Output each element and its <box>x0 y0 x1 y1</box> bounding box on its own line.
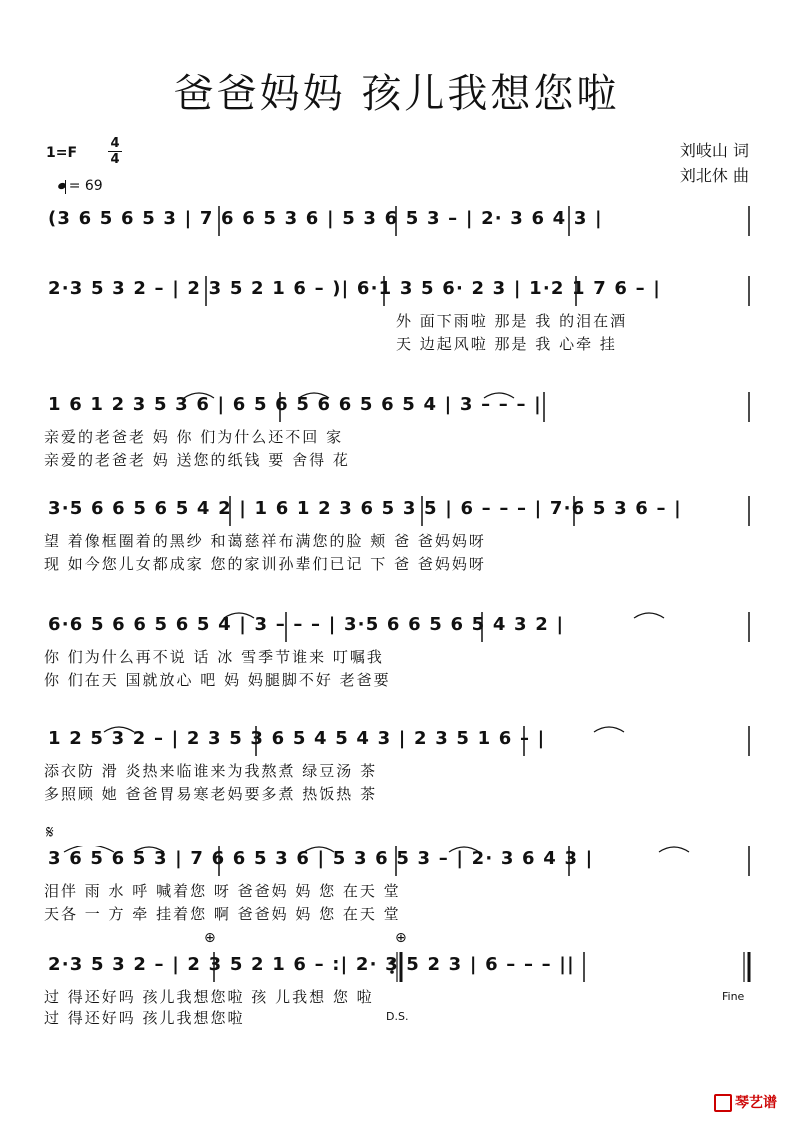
notation-text: (3 6 5 6 5 3 | 7 6 6 5 3 6 | 5 3 6 5 3 – | 2· 3 6 4 3 | <box>48 208 603 229</box>
lyrics-verse-1: 过 得还好吗 孩儿我想您啦 孩 儿我想 您 啦 <box>44 988 374 1006</box>
lyrics-verse-2: 亲爱的老爸老 妈 送您的纸钱 要 舍得 花 <box>44 451 350 469</box>
tempo-marking: = 69 <box>58 178 103 194</box>
time-signature-bottom: 4 <box>110 152 120 167</box>
time-signature <box>108 137 122 166</box>
lyrics-verse-1: 添衣防 滑 炎热来临谁来为我熬煮 绿豆汤 茶 <box>44 762 378 780</box>
key-signature: 1=F <box>46 145 78 161</box>
lyrics-verse-2: 多照顾 她 爸爸胃易寒老妈要多煮 热饭热 茶 <box>44 785 378 803</box>
logo-icon <box>714 1094 732 1112</box>
notation-text: 3 6 5 6 5 3 | 7 6 6 5 3 6 | 5 3 6 5 3 – | 2· 3 6 4 3 | <box>48 848 594 869</box>
lyrics-verse-1: 你 们为什么再不说 话 冰 雪季节谁来 叮嘱我 <box>44 648 384 666</box>
lyrics-verse-1: 泪伴 雨 水 呼 喊着您 呀 爸爸妈 妈 您 在天 堂 <box>44 882 401 900</box>
page-title: 爸爸妈妈 孩儿我想您啦 <box>173 71 620 117</box>
notation-text: 3·5 6 6 5 6 5 4 2 | 1 6 1 2 3 6 5 3 5 | 6 – – – | 7·6 5 3 6 – | <box>48 498 682 519</box>
notation-text: 6·6 5 6 6 5 6 5 4 | 3 – – – | 3·5 6 6 5 6 5 4 3 2 | <box>48 614 565 635</box>
score-row-5 <box>44 612 756 642</box>
site-logo: 琴艺谱 <box>714 1092 777 1112</box>
lyrics-verse-2: 现 如今您儿女都成家 您的家训孙辈们已记 下 爸 爸妈妈呀 <box>44 555 486 573</box>
lyrics-verse-1: 外 面下雨啦 那是 我 的泪在酒 <box>396 312 628 330</box>
composer-credit: 刘北休 曲 <box>679 166 749 185</box>
score-row-3 <box>44 392 756 422</box>
score-row-2 <box>44 276 756 306</box>
lyrics-verse-2: 天各 一 方 牵 挂着您 啊 爸爸妈 妈 您 在天 堂 <box>44 905 401 923</box>
segno-icon: 𝄋 <box>46 822 54 843</box>
score-row-6 <box>44 726 756 756</box>
score-row-4 <box>44 496 756 526</box>
lyrics-verse-1: 望 着像框圈着的黑纱 和蔼慈祥布满您的脸 颊 爸 爸妈妈呀 <box>44 532 486 550</box>
score-row-7 <box>44 846 756 876</box>
ds-marking: D.S. <box>386 1010 409 1023</box>
lyricist-credit: 刘岐山 词 <box>679 141 749 160</box>
time-signature-top: 4 <box>110 136 120 151</box>
notation-text: 1 2 5 3 2 – | 2 3 5 3 6 5 4 5 4 3 | 2 3 5 1 6 – | <box>48 728 546 749</box>
notation-text: 2·3 5 3 2 – | 2 3 5 2 1 6 – )| 6·1 3 5 6· 2 3 | 1·2 1 7 6 – | <box>48 278 662 299</box>
score-row-8 <box>44 952 756 982</box>
lyrics-verse-2: 天 边起风啦 那是 我 心牵 挂 <box>396 335 617 353</box>
notation-text: 2·3 5 3 2 – | 2 3 5 2 1 6 – :| 2· 3 5 2 3 | 6 – – – || <box>48 954 575 975</box>
lyrics-verse-1: 亲爱的老爸老 妈 你 们为什么还不回 家 <box>44 428 344 446</box>
coda-icon: ⊕ <box>395 930 407 946</box>
score-row-1 <box>44 206 756 236</box>
lyrics-verse-2: 你 们在天 国就放心 吧 妈 妈腿脚不好 老爸要 <box>44 671 391 689</box>
coda-icon: ⊕ <box>204 930 216 946</box>
notation-text: 1 6 1 2 3 5 3 6 | 6 5 6 5 6 6 5 6 5 4 | 3 – – – | <box>48 394 542 415</box>
fine-marking: Fine <box>722 990 745 1003</box>
lyrics-verse-2: 过 得还好吗 孩儿我想您啦 <box>44 1009 245 1027</box>
